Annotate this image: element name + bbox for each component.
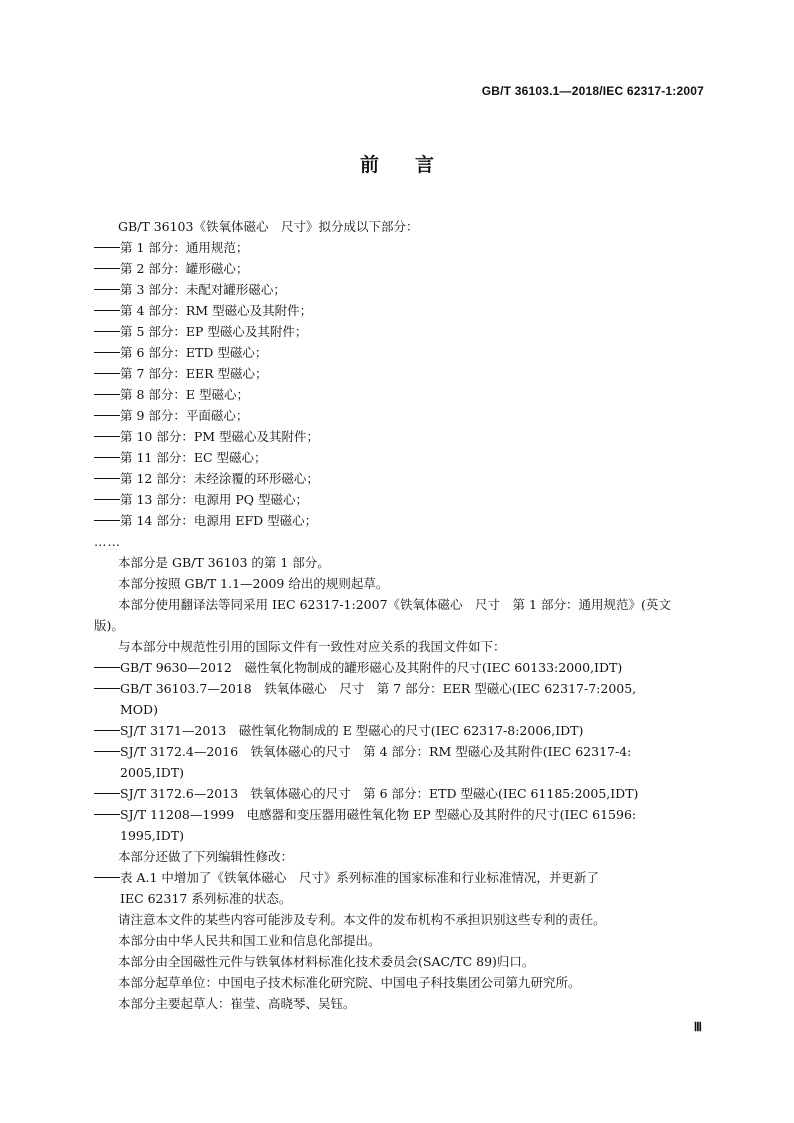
dash-mark <box>94 268 120 269</box>
list-item <box>94 489 708 510</box>
standard-number-header: GB/T 36103.1—2018/IEC 62317-1:2007 <box>481 84 704 98</box>
reference-text: GB/T 9630—2012 磁性氧化物制成的罐形磁心及其附件的尺寸(IEC 60133:2000,IDT) <box>120 660 623 675</box>
dash-mark <box>94 877 120 878</box>
dash-mark <box>94 751 120 752</box>
edit-intro: 本部分还做了下列编辑性修改： <box>118 849 294 864</box>
dash-mark <box>94 331 120 332</box>
list-item-text: 第 7 部分：EER 型磁心； <box>120 366 268 381</box>
dash-mark <box>94 520 120 521</box>
list-item-text: 第 12 部分：未经涂覆的环形磁心； <box>120 471 319 486</box>
list-item-text: 第 9 部分：平面磁心； <box>120 408 249 423</box>
list-item-text: 第 4 部分：RM 型磁心及其附件； <box>120 303 313 318</box>
drafters: 本部分主要起草人：崔莹、高晓琴、吴钰。 <box>118 996 356 1011</box>
list-item <box>94 363 708 384</box>
list-item <box>94 321 708 342</box>
reference-item <box>94 783 708 804</box>
list-item <box>94 867 708 888</box>
dash-mark <box>94 247 120 248</box>
reference-item <box>94 720 708 741</box>
drafting-units: 本部分起草单位：中国电子技术标准化研究院、中国电子科技集团公司第九研究所。 <box>118 975 581 990</box>
refs-list <box>94 657 708 846</box>
dash-mark <box>94 478 120 479</box>
reference-text: GB/T 36103.7—2018 铁氧体磁心 尺寸 第 7 部分：EER 型磁心(IEC 62317-7:2005, <box>120 681 637 696</box>
page-title: 前言 <box>359 154 470 176</box>
list-item <box>94 405 708 426</box>
dash-mark <box>94 352 120 353</box>
list-item-text: 第 10 部分：PM 型磁心及其附件； <box>120 429 320 444</box>
list-item-text: 表 A.1 中增加了《铁氧体磁心 尺寸》系列标准的国家标准和行业标准情况，并更新了 <box>120 870 599 885</box>
edit-list <box>94 867 708 909</box>
dash-mark <box>94 289 120 290</box>
reference-item <box>94 678 708 699</box>
foreword-body <box>94 216 708 1014</box>
dash-mark <box>94 814 120 815</box>
list-item <box>94 258 708 279</box>
ellipsis: …… <box>94 534 121 549</box>
dash-mark <box>94 730 120 731</box>
list-item-text: 第 2 部分：罐形磁心； <box>120 261 249 276</box>
list-item <box>94 510 708 531</box>
list-item-text: 第 11 部分：EC 型磁心； <box>120 450 267 465</box>
paragraph: 本部分按照 GB/T 1.1—2009 给出的规则起草。 <box>118 576 389 591</box>
paragraph-continuation: 版)。 <box>94 618 124 633</box>
list-item-text: 第 5 部分：EP 型磁心及其附件； <box>120 324 308 339</box>
reference-text: SJ/T 3171—2013 磁性氧化物制成的 E 型磁心的尺寸(IEC 62317-8:2006,IDT) <box>120 723 584 738</box>
parts-list <box>94 237 708 552</box>
list-item <box>94 468 708 489</box>
list-item <box>94 300 708 321</box>
list-item <box>94 342 708 363</box>
paragraph: 本部分是 GB/T 36103 的第 1 部分。 <box>118 555 330 570</box>
refs-intro: 与本部分中规范性引用的国际文件有一致性对应关系的我国文件如下： <box>118 639 506 654</box>
dash-mark <box>94 667 120 668</box>
dash-mark <box>94 415 120 416</box>
dash-mark <box>94 394 120 395</box>
dash-mark <box>94 310 120 311</box>
reference-continuation: 2005,IDT) <box>120 765 184 780</box>
list-item <box>94 279 708 300</box>
list-item <box>94 426 708 447</box>
reference-text: SJ/T 11208—1999 电感器和变压器用磁性氧化物 EP 型磁心及其附件的尺寸(IEC 61596: <box>120 807 637 822</box>
page-number: Ⅲ <box>693 1020 702 1034</box>
list-item-text: 第 3 部分：未配对罐形磁心； <box>120 282 286 297</box>
dash-mark <box>94 793 120 794</box>
centralized-statement: 本部分由全国磁性元件与铁氧体材料标准化技术委员会(SAC/TC 89)归口。 <box>118 954 535 969</box>
list-item-text: 第 13 部分：电源用 PQ 型磁心； <box>120 492 308 507</box>
reference-item <box>94 741 708 762</box>
reference-text: SJ/T 3172.6—2013 铁氧体磁心的尺寸 第 6 部分：ETD 型磁心(IEC 61185:2005,IDT) <box>120 786 639 801</box>
reference-continuation: 1995,IDT) <box>120 828 184 843</box>
list-item-text: 第 6 部分：ETD 型磁心； <box>120 345 268 360</box>
list-item-text: 第 14 部分：电源用 EFD 型磁心； <box>120 513 318 528</box>
intro-line: GB/T 36103《铁氧体磁心 尺寸》拟分成以下部分： <box>118 219 419 234</box>
list-item <box>94 237 708 258</box>
list-item-continuation: IEC 62317 系列标准的状态。 <box>120 891 292 906</box>
reference-item <box>94 657 708 678</box>
dash-mark <box>94 436 120 437</box>
reference-continuation: MOD) <box>120 702 158 717</box>
dash-mark <box>94 499 120 500</box>
reference-text: SJ/T 3172.4—2016 铁氧体磁心的尺寸 第 4 部分：RM 型磁心及其附件(IEC 62317-4: <box>120 744 632 759</box>
reference-item <box>94 804 708 825</box>
patent-note: 请注意本文件的某些内容可能涉及专利。本文件的发布机构不承担识别这些专利的责任。 <box>118 912 606 927</box>
list-item-text: 第 1 部分：通用规范； <box>120 240 249 255</box>
list-item <box>94 384 708 405</box>
paragraph: 本部分使用翻译法等同采用 IEC 62317-1:2007《铁氧体磁心 尺寸 第 1 部分：通用规范》(英文 <box>118 597 671 612</box>
dash-mark <box>94 688 120 689</box>
list-item <box>94 447 708 468</box>
proposer-statement: 本部分由中华人民共和国工业和信息化部提出。 <box>118 933 381 948</box>
dash-mark <box>94 457 120 458</box>
list-item-text: 第 8 部分：E 型磁心； <box>120 387 249 402</box>
dash-mark <box>94 373 120 374</box>
